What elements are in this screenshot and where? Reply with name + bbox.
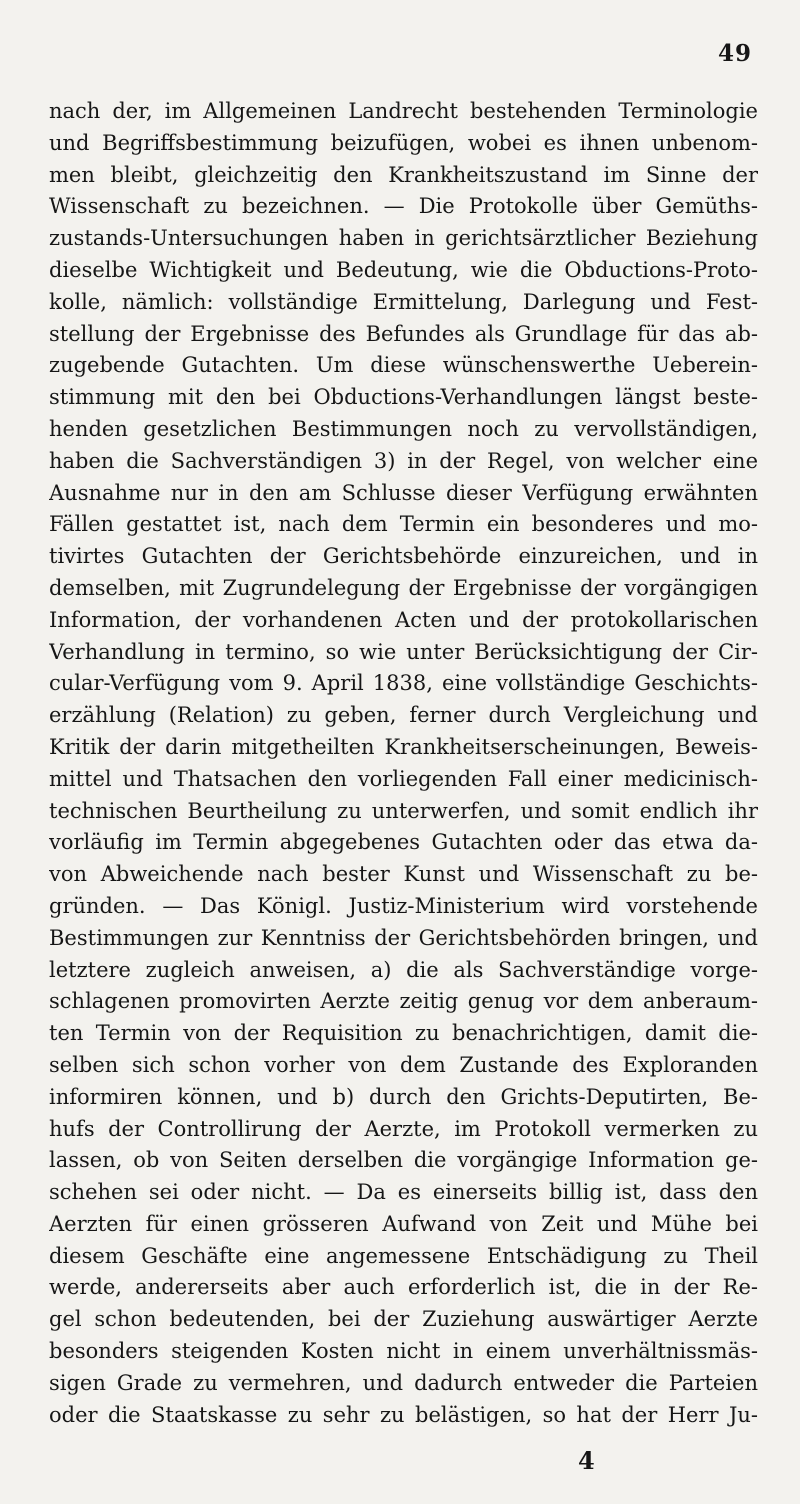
text-line: nach der, im Allgemeinen Landrecht bestehenden Terminologie [49,99,758,123]
text-line: demselben, mit Zugrundelegung der Ergebnisse der vorgängigen [49,575,758,600]
text-line: henden gesetzlichen Bestimmungen noch zu vervollständigen, [49,416,758,441]
text-line: Kritik der darin mitgetheilten Krankheitserscheinungen, Beweis- [49,734,758,759]
text-line: Bestimmungen zur Kenntniss der Gerichtsbehörden bringen, und [49,925,758,950]
text-line: technischen Beurtheilung zu unterwerfen, und somit endlich ihr [49,798,758,823]
text-line: gel schon bedeutenden, bei der Zuziehung auswärtiger Aerzte [49,1307,758,1332]
text-line: dieselbe Wichtigkeit und Bedeutung, wie die Obductions-Proto- [49,257,758,282]
text-line: mittel und Thatsachen den vorliegenden Fall einer medicinisch- [49,766,758,791]
text-line: erzählung (Relation) zu geben, ferner durch Vergleichung und [49,703,758,728]
text-line: cular-Verfügung vom 9. April 1838, eine vollständige Geschichts- [49,671,758,696]
text-line: zugebende Gutachten. Um diese wünschenswerthe Ueberein- [49,353,758,378]
text-line: Wissenschaft zu bezeichnen. — Die Protokolle über Gemüths- [49,194,758,219]
text-line: gründen. — Das Königl. Justiz-Ministerium wird vorstehende [49,893,758,918]
text-line: Ausnahme nur in den am Schlusse dieser Verfügung erwähnten [49,480,758,505]
text-line: tivirtes Gutachten der Gerichtsbehörde einzureichen, und in [49,544,758,569]
text-line: besonders steigenden Kosten nicht in einem unverhältnissmäs- [49,1339,758,1364]
text-line: von Abweichende nach bester Kunst und Wissenschaft zu be- [49,862,758,887]
text-line: Verhandlung in termino, so wie unter Berücksichtigung der Cir- [49,639,758,664]
text-line: hufs der Controllirung der Aerzte, im Protokoll vermerken zu [49,1116,758,1141]
text-line: und Begriffsbestimmung beizufügen, wobei es ihnen unbenom- [49,130,758,155]
text-line: Fällen gestattet ist, nach dem Termin ein besonderes und mo- [49,512,758,537]
text-line: stellung der Ergebnisse des Befundes als Grundlage für das ab- [49,321,758,346]
text-line: oder die Staatskasse zu sehr zu belästigen, so hat der Herr Ju- [49,1402,758,1427]
text-line: stimmung mit den bei Obductions-Verhandlungen längst beste- [49,385,758,410]
text-line: schehen sei oder nicht. — Da es einerseits billig ist, dass den [49,1180,758,1205]
text-line: zustands-Untersuchungen haben in gerichtsärztlicher Beziehung [49,226,758,251]
text-line: Aerzten für einen grösseren Aufwand von Zeit und Mühe bei [49,1211,758,1236]
text-line: Information, der vorhandenen Acten und der protokollarischen [49,607,758,632]
body-text [49,96,758,1431]
signature-mark: 4 [578,1446,595,1475]
page-number: 49 [717,40,752,67]
text-line: schlagenen promovirten Aerzte zeitig genug vor dem anberaum- [49,989,758,1014]
text-line: selben sich schon vorher von dem Zustande des Exploranden [49,1052,758,1077]
text-line: haben die Sachverständigen 3) in der Regel, von welcher eine [49,448,758,473]
text-line: diesem Geschäfte eine angemessene Entschädigung zu Theil [49,1243,758,1268]
text-line: sigen Grade zu vermehren, und dadurch entweder die Parteien [49,1370,758,1395]
text-line: kolle, nämlich: vollständige Ermittelung, Darlegung und Fest- [49,289,758,314]
text-line: men bleibt, gleichzeitig den Krankheitszustand im Sinne der [49,162,758,187]
text-line: letztere zugleich anweisen, a) die als Sachverständige vorge- [49,957,758,982]
text-line: vorläufig im Termin abgegebenes Gutachten oder das etwa da- [49,830,758,855]
text-line: werde, andererseits aber auch erforderlich ist, die in der Re- [49,1275,758,1300]
text-line: lassen, ob von Seiten derselben die vorgängige Information ge- [49,1148,758,1173]
text-line: informiren können, und b) durch den Grichts-Deputirten, Be- [49,1084,758,1109]
text-line: ten Termin von der Requisition zu benachrichtigen, damit die- [49,1021,758,1046]
